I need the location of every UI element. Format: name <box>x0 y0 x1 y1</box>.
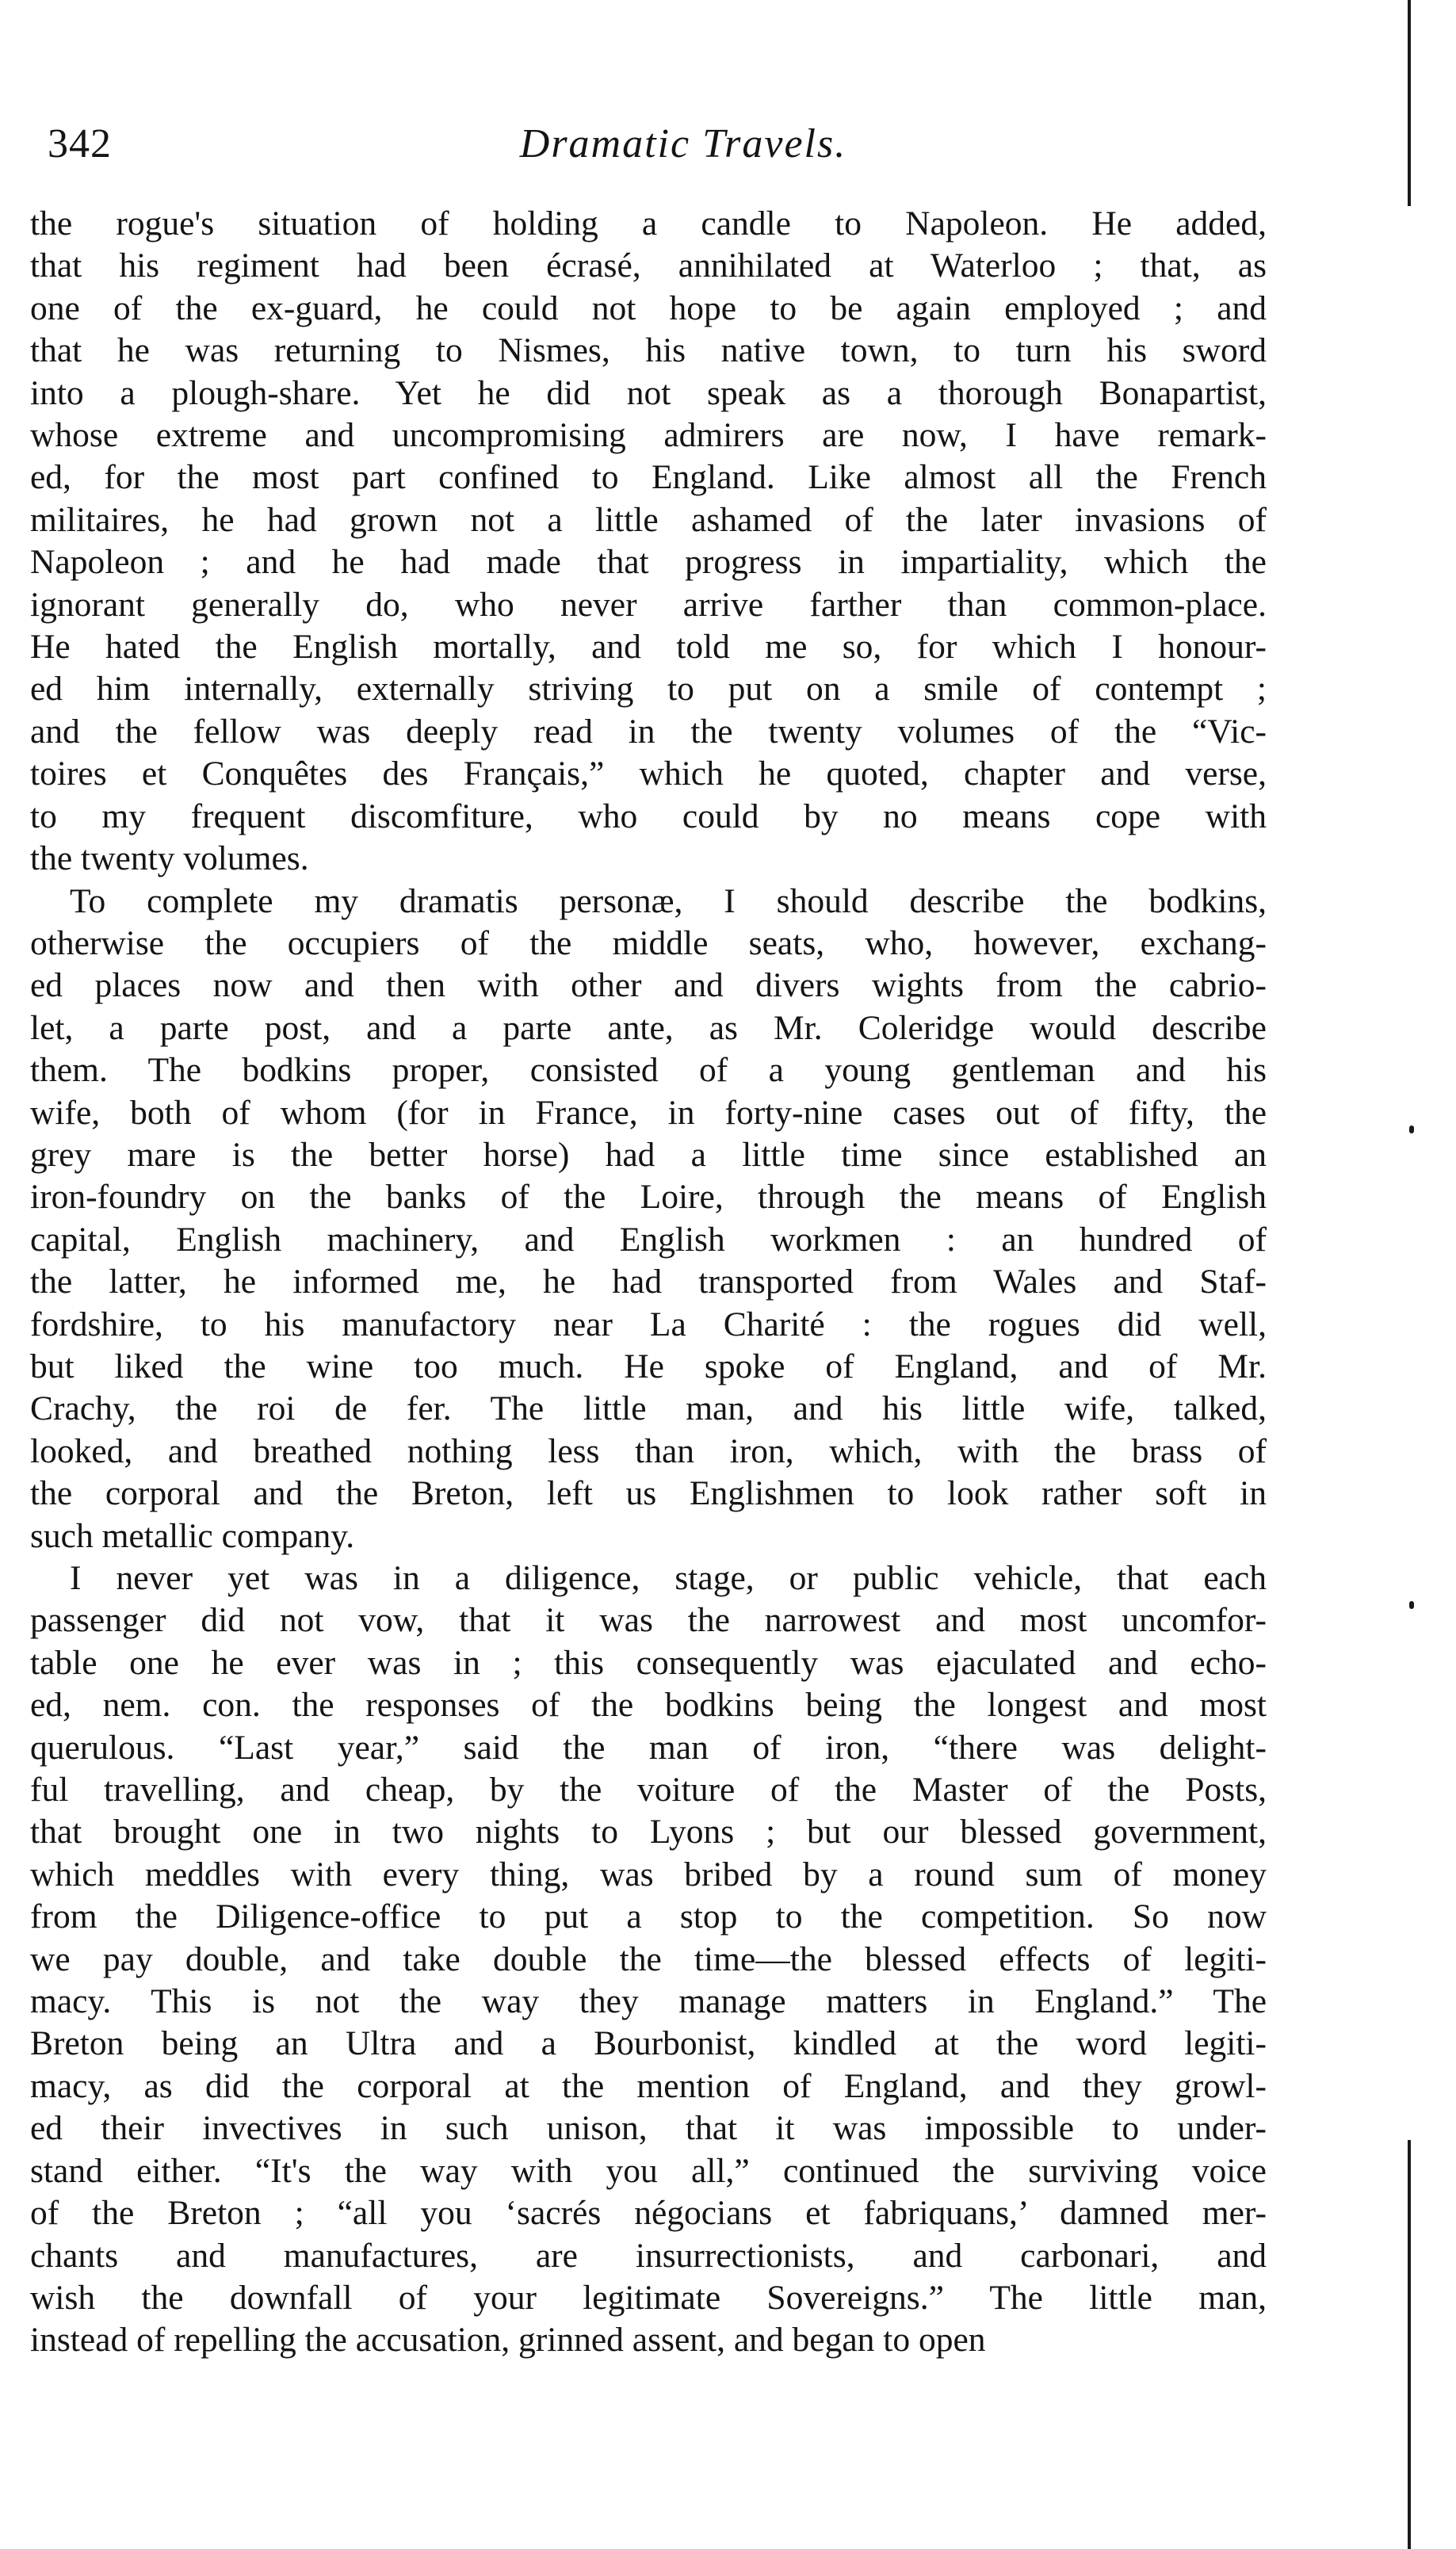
text-line: that brought one in two nights to Lyons ; but our blessed government, <box>30 1813 1267 1852</box>
running-head <box>33 120 1333 184</box>
text-line: wish the downfall of your legitimate Sovereigns.” The little man, <box>30 2278 1267 2317</box>
page-edge-rule-bottom <box>1408 2140 1411 2549</box>
page-number: 342 <box>48 121 112 166</box>
paragraph-2 <box>30 881 1267 1558</box>
text-line: such metallic company. <box>30 1516 355 1555</box>
text-line: Napoleon ; and he had made that progress in impartiality, which the <box>30 543 1267 582</box>
paragraph-3 <box>30 1557 1267 2362</box>
text-line: querulous. “Last year,” said the man of iron, “there was delight- <box>30 1728 1267 1767</box>
text-line: iron-foundry on the banks of the Loire, through the means of English <box>30 1178 1267 1217</box>
text-line: He hated the English mortally, and told me so, for which I honour- <box>30 628 1267 667</box>
text-line: wife, both of whom (for in France, in forty-nine cases out of fifty, the <box>30 1093 1267 1132</box>
text-line: To complete my dramatis personæ, I should describe the bodkins, <box>70 881 1267 920</box>
text-line: the twenty volumes. <box>30 839 309 878</box>
text-line: ed, for the most part confined to England. Like almost all the French <box>30 458 1267 497</box>
text-line: that his regiment had been écrasé, annihilated at Waterloo ; that, as <box>30 246 1267 285</box>
text-line: passenger did not vow, that it was the narrowest and most uncomfor- <box>30 1601 1267 1640</box>
text-line: them. The bodkins proper, consisted of a young gentleman and his <box>30 1051 1267 1090</box>
margin-mark <box>1409 1125 1414 1133</box>
text-line: whose extreme and uncompromising admirers are now, I have remark- <box>30 416 1267 455</box>
text-line: from the Diligence-office to put a stop to the competition. So now <box>30 1897 1267 1936</box>
text-line: stand either. “It's the way with you all,” continued the surviving voice <box>30 2151 1267 2190</box>
text-line: toires et Conquêtes des Français,” which he quoted, chapter and verse, <box>30 755 1267 793</box>
margin-mark <box>1409 1601 1414 1609</box>
text-line: macy, as did the corporal at the mention of England, and they growl- <box>30 2066 1267 2105</box>
text-line: of the Breton ; “all you ‘sacrés négocians et fabriquans,’ damned mer- <box>30 2194 1267 2233</box>
body-text <box>30 203 1267 2362</box>
text-line: instead of repelling the accusation, grinned assent, and began to open <box>30 2321 986 2360</box>
text-line: table one he ever was in ; this consequently was ejaculated and echo- <box>30 1643 1267 1682</box>
text-line: the latter, he informed me, he had transported from Wales and Staf- <box>30 1263 1267 1301</box>
text-line: let, a parte post, and a parte ante, as Mr. Coleridge would describe <box>30 1008 1267 1047</box>
text-line: ignorant generally do, who never arrive farther than common-place. <box>30 585 1267 624</box>
page-edge-rule-top <box>1408 0 1411 206</box>
text-line: ed, nem. con. the responses of the bodkins being the longest and most <box>30 1686 1267 1725</box>
text-line: looked, and breathed nothing less than iron, which, with the brass of <box>30 1431 1267 1470</box>
paragraph-1 <box>30 203 1267 881</box>
running-title: Dramatic Travels. <box>519 121 847 166</box>
text-line: capital, English machinery, and English workmen : an hundred of <box>30 1220 1267 1259</box>
text-line: ed places now and then with other and divers wights from the cabrio- <box>30 966 1267 1005</box>
text-line: macy. This is not the way they manage matters in England.” The <box>30 1982 1267 2021</box>
text-line: ful travelling, and cheap, by the voiture of the Master of the Posts, <box>30 1771 1267 1810</box>
text-line: we pay double, and take double the time—the blessed effects of legiti- <box>30 1939 1267 1978</box>
text-line: and the fellow was deeply read in the twenty volumes of the “Vic- <box>30 712 1267 751</box>
text-line: Crachy, the roi de fer. The little man, and his little wife, talked, <box>30 1389 1267 1428</box>
text-line: the corporal and the Breton, left us Englishmen to look rather soft in <box>30 1474 1267 1513</box>
text-line: militaires, he had grown not a little ashamed of the later invasions of <box>30 500 1267 539</box>
text-line: fordshire, to his manufactory near La Charité : the rogues did well, <box>30 1305 1267 1343</box>
text-line: into a plough-share. Yet he did not speak as a thorough Bonapartist, <box>30 373 1267 412</box>
text-line: to my frequent discomfiture, who could by no means cope with <box>30 797 1267 835</box>
text-line: chants and manufactures, are insurrectionists, and carbonari, and <box>30 2236 1267 2275</box>
text-line: otherwise the occupiers of the middle seats, who, however, exchang- <box>30 923 1267 962</box>
text-line: the rogue's situation of holding a candle to Napoleon. He added, <box>30 204 1267 243</box>
text-line: one of the ex-guard, he could not hope to be again employed ; and <box>30 289 1267 327</box>
text-line: grey mare is the better horse) had a little time since established an <box>30 1135 1267 1174</box>
text-line: ed him internally, externally striving to put on a smile of contempt ; <box>30 670 1267 709</box>
text-line: that he was returning to Nismes, his native town, to turn his sword <box>30 331 1267 370</box>
text-line: I never yet was in a diligence, stage, or public vehicle, that each <box>70 1559 1267 1597</box>
text-line: ed their invectives in such unison, that it was impossible to under- <box>30 2109 1267 2148</box>
text-line: Breton being an Ultra and a Bourbonist, kindled at the word legiti- <box>30 2024 1267 2063</box>
text-line: which meddles with every thing, was bribed by a round sum of money <box>30 1855 1267 1894</box>
text-line: but liked the wine too much. He spoke of England, and of Mr. <box>30 1347 1267 1385</box>
